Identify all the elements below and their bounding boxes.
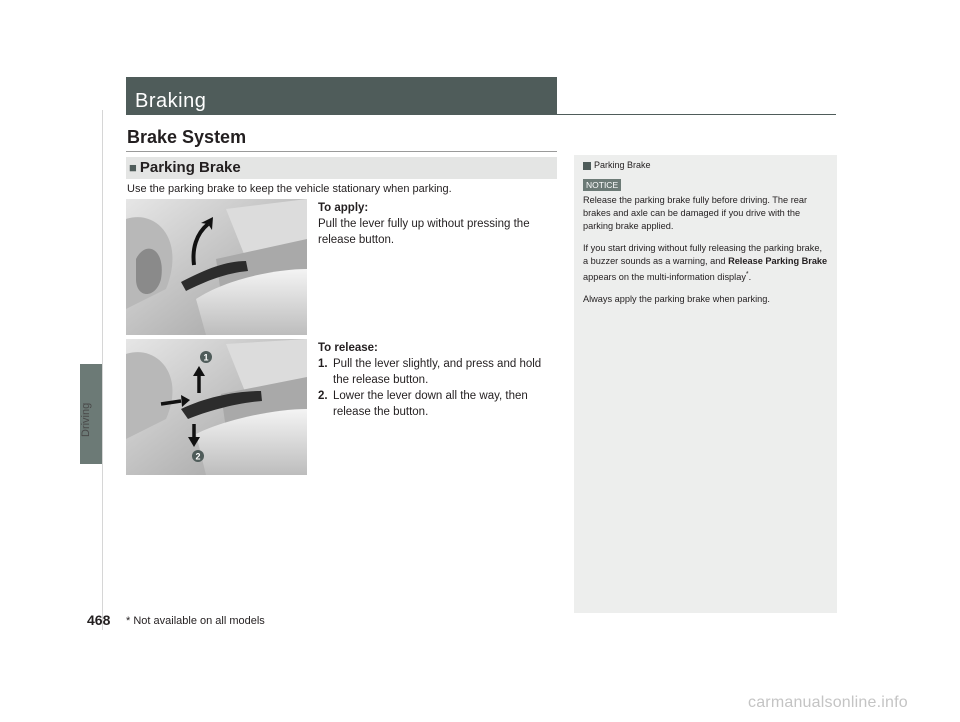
note-title: Parking Brake <box>594 160 651 170</box>
note-text: If you start driving without fully releasing the parking brake, a buzzer sounds as a warning, and <box>583 243 822 266</box>
notice-badge: NOTICE <box>583 179 621 191</box>
note-text: appears on the multi-information display <box>583 272 746 283</box>
release-step-2 <box>318 388 556 420</box>
side-tab-label: Driving <box>80 402 92 438</box>
note-paragraph-2 <box>583 242 828 284</box>
note-reference-icon <box>583 162 591 170</box>
side-divider <box>102 110 103 630</box>
section-title: Brake System <box>127 127 247 147</box>
note-bold-text: Release Parking Brake <box>728 256 828 266</box>
release-instructions <box>318 340 556 420</box>
apply-text: Pull the lever fully up without pressing the release button. <box>318 218 530 246</box>
note-header <box>583 159 828 172</box>
page-number: 468 <box>87 612 111 628</box>
subsection-title: Parking Brake <box>139 159 241 176</box>
watermark: carmanualsonline.info <box>748 694 908 711</box>
banner-rule <box>557 114 836 115</box>
note-paragraph-3: Always apply the parking brake when parking. <box>583 294 770 305</box>
release-heading: To release: <box>318 342 378 354</box>
step-text: Pull the lever slightly, and press and hold the release button. <box>333 358 542 386</box>
release-step-1 <box>318 356 556 388</box>
callout-1: 1 <box>203 352 209 363</box>
intro-text: Use the parking brake to keep the vehicle stationary when parking. <box>127 183 452 195</box>
release-lever-photo <box>126 339 307 475</box>
section-rule <box>126 151 557 152</box>
callout-2: 2 <box>195 451 201 462</box>
note-panel <box>574 155 837 613</box>
apply-lever-photo <box>126 199 307 335</box>
footnote-marker: * <box>745 271 749 278</box>
step-number: 2. <box>318 390 328 402</box>
apply-heading: To apply: <box>318 202 369 214</box>
footnote: * Not available on all models <box>126 615 265 627</box>
chapter-banner: Braking <box>126 77 557 115</box>
note-text: . <box>748 272 752 283</box>
step-number: 1. <box>318 358 328 370</box>
square-bullet-icon: ■ <box>129 160 137 175</box>
step-text: Lower the lever down all the way, then release the button. <box>333 390 528 418</box>
note-paragraph-1: Release the parking brake fully before driving. The rear brakes and axle can be damaged if you drive with the parking brake applied. <box>583 195 808 231</box>
apply-instructions <box>318 200 556 248</box>
subsection-header <box>126 157 557 179</box>
